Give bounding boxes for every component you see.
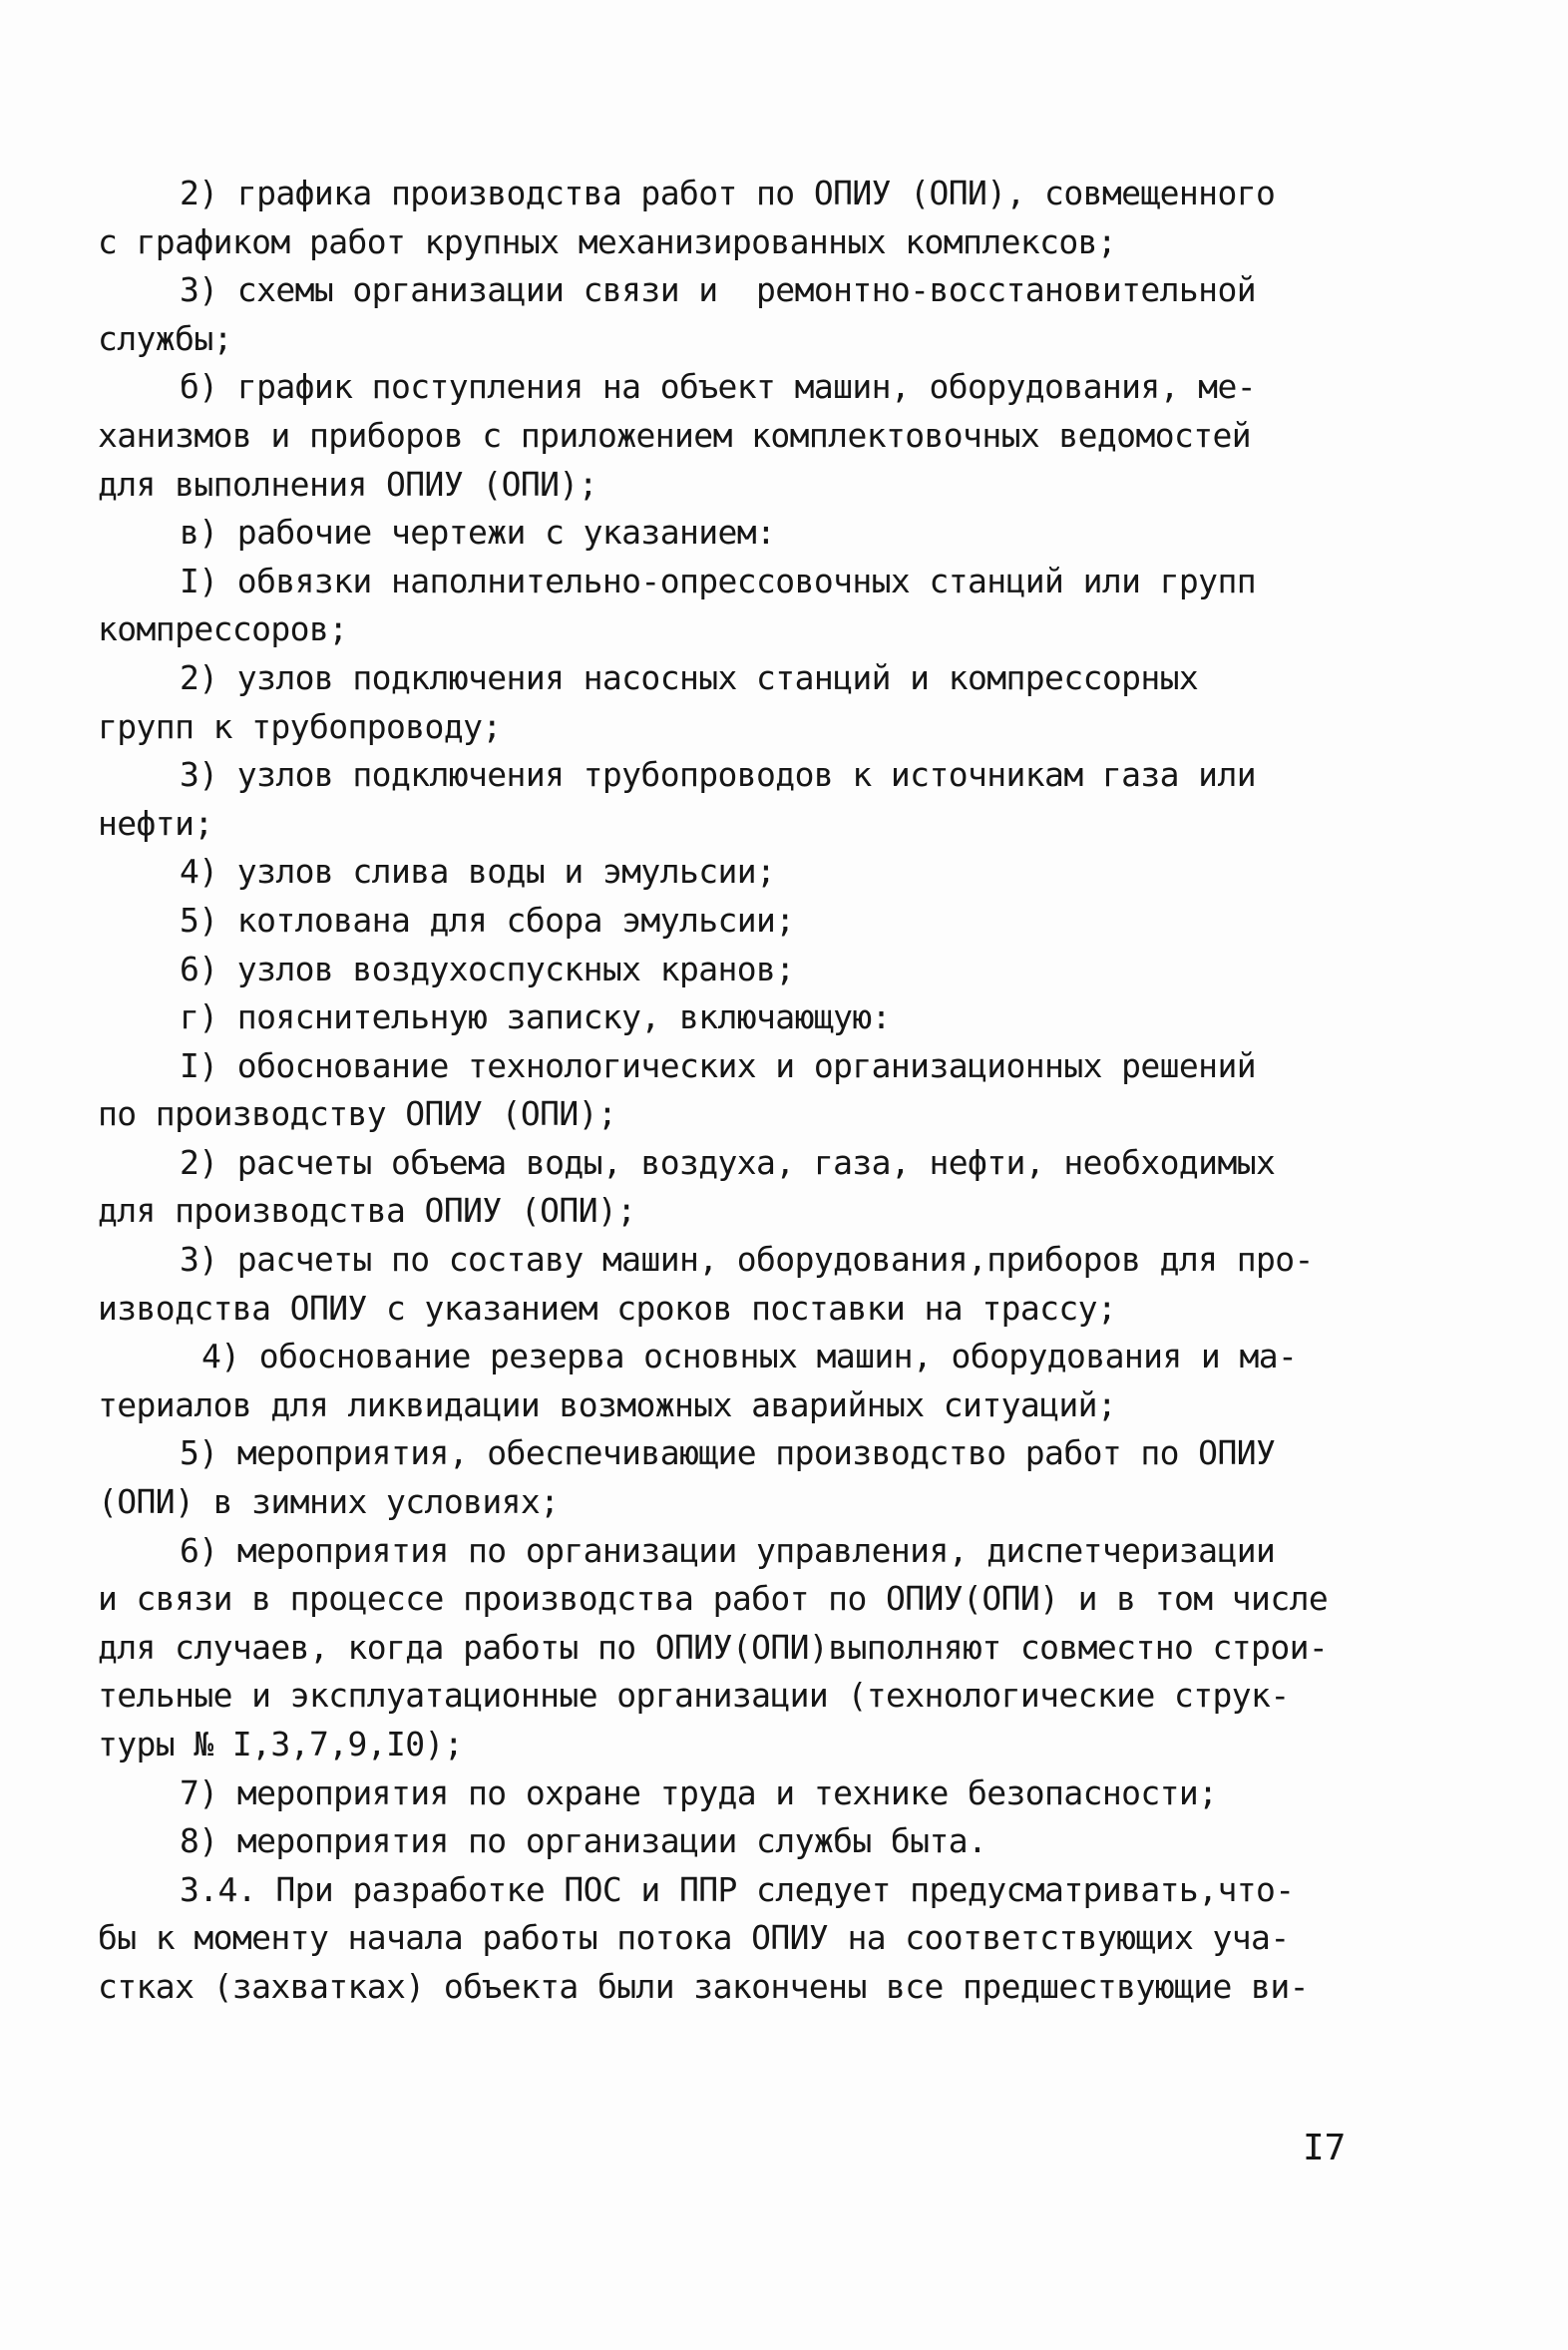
text-line: для производства ОПИУ (ОПИ); (98, 1191, 636, 1231)
text-line: изводства ОПИУ с указанием сроков поставки на трассу; (98, 1288, 1117, 1328)
text-line: 2) расчеты объема воды, воздуха, газа, нефти, необходимых (180, 1142, 1276, 1182)
text-line: 5) котлована для сбора эмульсии; (180, 900, 795, 940)
text-line: для выполнения ОПИУ (ОПИ); (98, 464, 597, 504)
text-line: 8) мероприятия по организации службы быта. (180, 1821, 987, 1861)
text-line: 3) схемы организации связи и ремонтно-восстановительной (180, 270, 1256, 310)
text-line: б) график поступления на объект машин, оборудования, ме- (180, 367, 1256, 407)
text-line: и связи в процессе производства работ по ОПИУ(ОПИ) и в том числе (98, 1579, 1329, 1619)
text-line: групп к трубопроводу; (98, 706, 502, 746)
text-line: тельные и эксплуатационные организации (технологические струк- (98, 1676, 1290, 1716)
text-line: службы; (98, 318, 232, 358)
text-line: для случаев, когда работы по ОПИУ(ОПИ)выполняют совместно строи- (98, 1627, 1329, 1667)
text-line: (ОПИ) в зимних условиях; (98, 1482, 560, 1522)
text-line: с графиком работ крупных механизированных комплексов; (98, 221, 1117, 261)
text-line: 3.4. При разработке ПОС и ППР следует предусматривать,что- (180, 1869, 1295, 1909)
text-line: 3) расчеты по составу машин, оборудования,приборов для про- (180, 1240, 1314, 1280)
text-line: г) пояснительную записку, включающую: (180, 997, 891, 1037)
text-line: по производству ОПИУ (ОПИ); (98, 1094, 617, 1134)
text-line: 6) узлов воздухоспускных кранов; (180, 949, 795, 988)
text-line: 2) узлов подключения насосных станций и компрессорных (180, 657, 1199, 697)
text-line: 4) узлов слива воды и эмульсии; (180, 852, 776, 892)
page-number: I7 (1303, 2128, 1347, 2168)
body-text (98, 170, 1355, 2012)
text-line: 7) мероприятия по охране труда и технике безопасности; (180, 1772, 1218, 1812)
text-line: нефти; (98, 803, 213, 843)
text-line: 6) мероприятия по организации управления, диспетчеризации (180, 1530, 1276, 1570)
text-line: I) обоснование технологических и организационных решений (180, 1045, 1256, 1085)
text-line: в) рабочие чертежи с указанием: (180, 513, 776, 553)
text-line: 4) обоснование резерва основных машин, оборудования и ма- (201, 1337, 1298, 1376)
text-line: териалов для ликвидации возможных аварийных ситуаций; (98, 1384, 1117, 1424)
text-line: 2) графика производства работ по ОПИУ (ОПИ), совмещенного (180, 174, 1276, 212)
text-line: 5) мероприятия, обеспечивающие производство работ по ОПИУ (180, 1433, 1276, 1473)
text-line: 3) узлов подключения трубопроводов к источникам газа или (180, 755, 1256, 795)
text-line: туры № I,3,7,9,I0); (98, 1725, 464, 1763)
text-line: ханизмов и приборов с приложением комплектовочных ведомостей (98, 415, 1252, 455)
text-line: бы к моменту начала работы потока ОПИУ на соответствующих уча- (98, 1918, 1290, 1958)
text-line: I) обвязки наполнительно-опрессовочных станций или групп (180, 561, 1256, 600)
text-line: компрессоров; (98, 609, 348, 649)
text-line: стках (захватках) объекта были закончены все предшествующие ви- (98, 1966, 1309, 2006)
